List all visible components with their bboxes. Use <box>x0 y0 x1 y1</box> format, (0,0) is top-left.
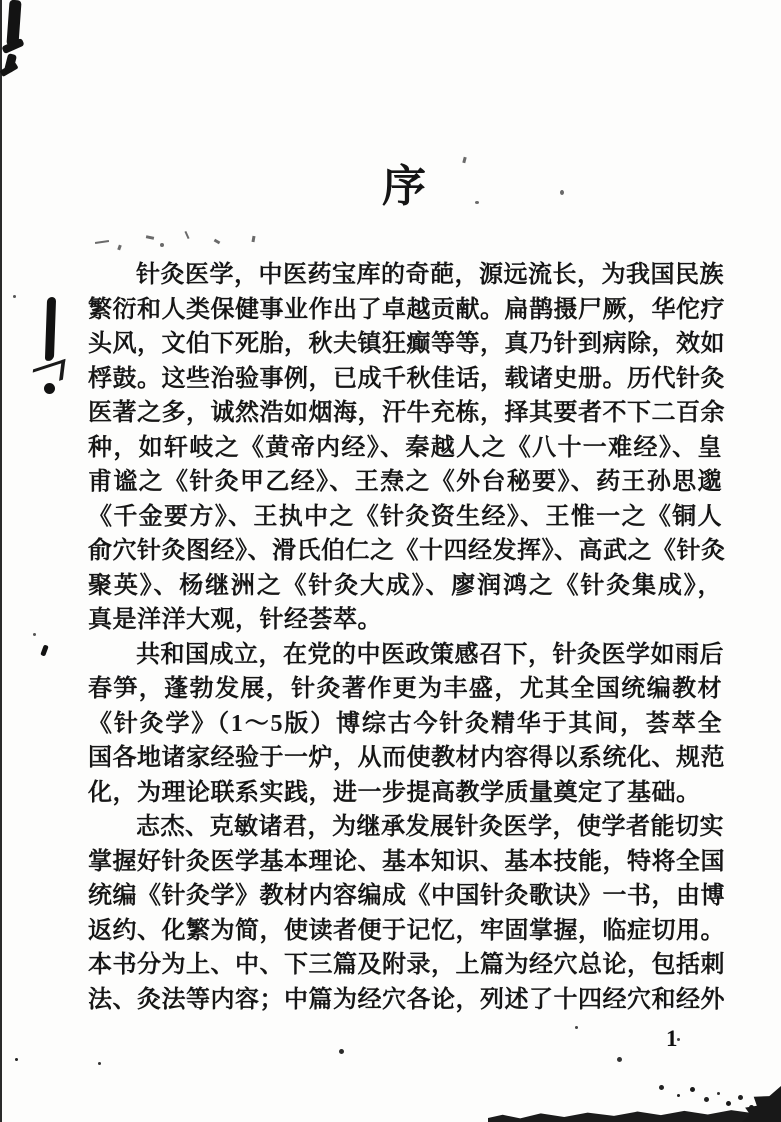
pencil-smudge <box>475 201 479 204</box>
pencil-smudge <box>146 235 154 240</box>
text-line: 《千金要方》、王执中之《针灸资生经》、王惟一之《铜人 <box>88 503 722 530</box>
ink-tick-mark <box>40 644 48 656</box>
text-line: 种，如轩岐之《黄帝内经》、秦越人之《八十一难经》、皇 <box>88 434 722 461</box>
text-line: 掌握好针灸医学基本理论、基本知识、基本技能，特将全国 <box>88 848 725 875</box>
text-line: 返约、化繁为简，使读者便于记忆，牢固掌握，临症切用。 <box>88 917 725 944</box>
scan-speckle-noise <box>15 1058 18 1061</box>
scan-edge-line <box>0 0 2 1122</box>
text-line: 国各地诸家经验于一炉，从而使教材内容得以系统化、规范 <box>88 745 725 771</box>
text-line: 志杰、克敏诸君，为继承发展针灸医学，使学者能切实 <box>136 814 724 840</box>
scan-corner-blob <box>742 1086 781 1122</box>
text-line: 真是洋洋大观，针经荟萃。 <box>88 607 382 633</box>
text-line: 化，为理论联系实践，进一步提高教学质量奠定了基础。 <box>88 779 701 806</box>
text-line: 法、灸法等内容；中篇为经穴各论，列述了十四经穴和经外 <box>88 986 725 1013</box>
text-line: 头风，文伯下死胎，秋夫镇狂癫等等，真乃针到病除，效如 <box>88 331 725 357</box>
text-line: 俞穴针灸图经》、滑氏伯仁之《十四经发挥》、高武之《针灸 <box>88 538 726 564</box>
page-title: 序 <box>382 162 428 211</box>
text-line: 本书分为上、中、下三篇及附录，上篇为经穴总论，包括刺 <box>88 952 725 978</box>
pencil-smudge <box>160 243 164 247</box>
scan-shadow-band <box>488 1104 781 1122</box>
ink-blot-mark <box>0 0 26 76</box>
pencil-smudge <box>95 240 109 244</box>
text-line: 聚英》、杨继洲之《针灸大成》、廖润鸿之《针灸集成》， <box>88 572 722 599</box>
pencil-smudge <box>214 239 221 245</box>
text-line: 统编《针灸学》教材内容编成《中国针灸歌诀》一书，由博 <box>88 883 725 909</box>
text-line: 甫谧之《针灸甲乙经》、王焘之《外台秘要》、药王孙思邈 <box>88 469 722 495</box>
text-line: 繁衍和人类保健事业作出了卓越贡献。扁鹊摄尸厥，华佗疗 <box>88 296 725 323</box>
pencil-smudge <box>252 236 256 242</box>
page-number: 1 <box>666 1026 678 1051</box>
text-line: 春笋，蓬勃发展，针灸著作更为丰盛，尤其全国统编教材 <box>88 676 722 702</box>
pencil-smudge <box>184 231 189 239</box>
text-line: 针灸医学，中医药宝库的奇葩，源远流长，为我国民族 <box>136 262 724 288</box>
text-line: 《针灸学》（1～5版）博综古今针灸精华于其间，荟萃全 <box>88 710 722 737</box>
ink-stroke-mark <box>45 297 56 361</box>
pencil-smudge <box>560 190 564 195</box>
ink-dot-mark <box>44 383 55 394</box>
pencil-smudge <box>117 245 122 251</box>
preface-body <box>88 258 726 1017</box>
text-line: 共和国成立，在党的中医政策感召下，针灸医学如雨后 <box>136 641 724 668</box>
text-line: 桴鼓。这些治验事例，已成千秋佳话，载诸史册。历代针灸 <box>88 365 725 392</box>
title-row <box>88 150 722 214</box>
text-line: 医著之多，诚然浩如烟海，汗牛充栋，择其要者不下二百余 <box>88 400 725 426</box>
